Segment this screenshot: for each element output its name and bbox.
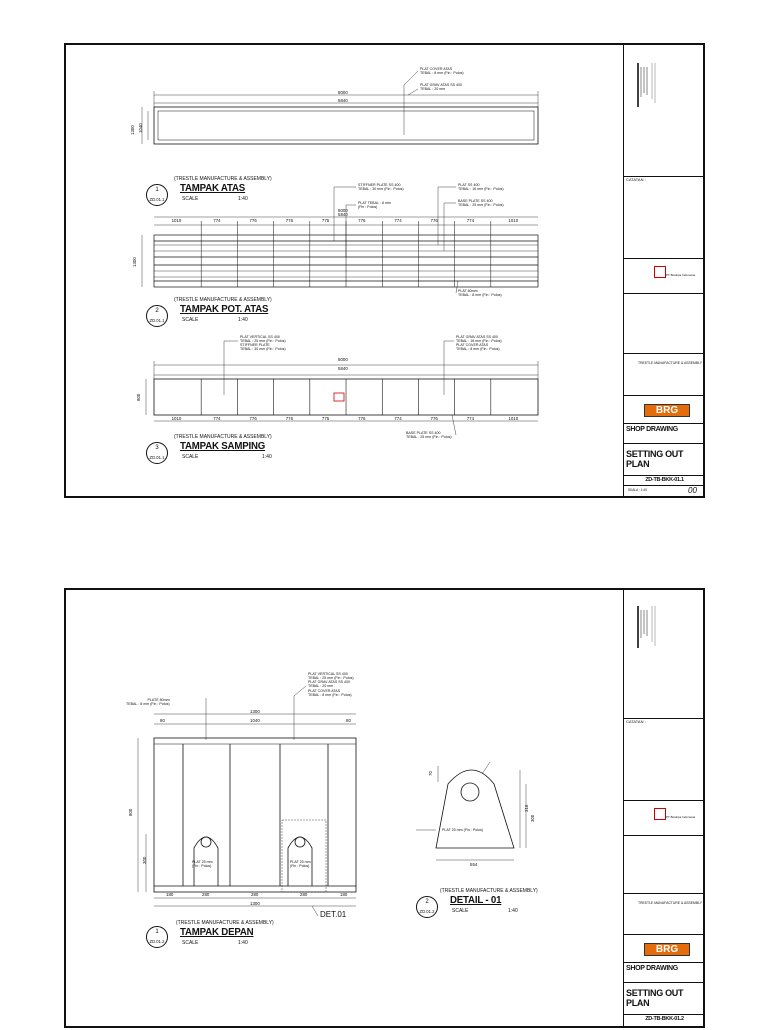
tb2-brand-row bbox=[624, 934, 705, 962]
v3-subtitle: (TRESTLE MANUFACTURE & ASSEMBLY) bbox=[174, 434, 272, 440]
v3-spacing-label-9: 1010 bbox=[508, 416, 519, 421]
v2-spacing-label-6: 774 bbox=[394, 218, 402, 223]
v3-title: TAMPAK SAMPING bbox=[180, 440, 266, 452]
tb1-catatan: CATATAN : bbox=[624, 176, 705, 258]
v1-scale-label: SCALE bbox=[182, 196, 199, 202]
s2v2-dim-554: 554 bbox=[470, 862, 478, 867]
brg-logo: BRG bbox=[644, 404, 690, 417]
s2v1-dim-b4: 180 bbox=[340, 892, 348, 897]
v3-spacing-label-1: 774 bbox=[213, 416, 221, 421]
v2-callout-plat8: PLAT TEBAL : 8 mm (Fin : Polos) bbox=[358, 201, 391, 210]
sheet-2-leaders bbox=[206, 686, 436, 830]
s2v1-scale-label: SCALE bbox=[182, 940, 199, 946]
tb1-project-row bbox=[624, 353, 705, 373]
s2v1-title: TAMPAK DEPAN bbox=[180, 926, 254, 938]
v2-spacing-label-4: 775 bbox=[321, 218, 330, 223]
company-logo-icon bbox=[654, 808, 666, 820]
tampak-samping-divisions bbox=[201, 379, 491, 415]
s2v1-dim-800: 800 bbox=[128, 808, 133, 816]
v2-scale-value: 1:40 bbox=[238, 317, 248, 323]
v2-view-ref: ZD.01.1 bbox=[149, 318, 165, 323]
s2v1-callout-plat25-a: PLAT 25 mm (Fin : Polos) bbox=[192, 860, 213, 869]
s2v1-dim-btotal: 1300 bbox=[250, 901, 260, 906]
tb1-rev: 00 bbox=[688, 486, 697, 495]
v1-view-ref: ZD.01.1 bbox=[149, 197, 165, 202]
s2v2-subtitle: (TRESTLE MANUFACTURE & ASSEMBLY) bbox=[440, 888, 538, 894]
v2-spacing-label-3: 776 bbox=[285, 218, 294, 223]
s2v1-dim-b3: 280 bbox=[300, 892, 308, 897]
tb1-company: PT Boskipa Indonesia bbox=[666, 273, 696, 277]
v3-view-marker bbox=[146, 442, 168, 464]
tb2-drawing-title: SETTING OUT PLAN bbox=[624, 982, 705, 1010]
tb2-owner-row bbox=[624, 800, 705, 835]
tb1-scale-row bbox=[624, 485, 705, 496]
v1-view-number: 1 bbox=[155, 187, 159, 193]
tb2-company: PT Boskipa Indonesia bbox=[666, 815, 696, 819]
s2v1-callout-plate80: PLATE 80mm TEBAL : 8 mm (Fin : Polos) bbox=[126, 698, 170, 707]
tb2-drawing-no: ZD-TB-BKK-01.2 bbox=[624, 1014, 705, 1024]
v2-spacing-label-2: 776 bbox=[249, 218, 257, 223]
s2v1-dim-80-left: 80 bbox=[160, 718, 165, 723]
v3-callout-grav: PLAT GRAV ATAS SS 400 TEBAL : 16 mm (Fin : Polos) PLAT COVER ATAS TEBAL : 8 mm (Fin : Polos) bbox=[456, 335, 502, 352]
s2v2-view-ref: ZD.01.2 bbox=[419, 909, 435, 914]
s2v1-dim-b1: 280 bbox=[202, 892, 210, 897]
v3-scale-label: SCALE bbox=[182, 454, 199, 460]
v1-callout-grav: PLAT GRAV ATAS SS 400 TEBAL : 20 mm bbox=[420, 83, 463, 92]
v3-callout-baseplate: BASE PLATE SS 400 TEBAL : 25 mm (Fin : Polos) bbox=[406, 431, 452, 440]
v2-subtitle: (TRESTLE MANUFACTURE & ASSEMBLY) bbox=[174, 297, 272, 303]
s2v1-dim-1040: 1040 bbox=[250, 718, 260, 723]
s2v2-scale-label: SCALE bbox=[452, 908, 469, 914]
s2v2-dim-70: 70 bbox=[428, 771, 433, 776]
s2v2-view-marker bbox=[416, 896, 438, 918]
brg-logo: BRG bbox=[644, 943, 690, 956]
s2v1-callout-plat25-b: PLAT 25 mm (Fin : Polos) bbox=[290, 860, 311, 869]
v2-view-number: 2 bbox=[155, 308, 159, 314]
v2-callout-stiffner: STIFFNER PLATE SS 400 TEBAL : 30 mm (Fin : Polos) bbox=[358, 183, 404, 192]
sheet-1-linework bbox=[66, 45, 707, 500]
company-logo-icon bbox=[654, 266, 666, 278]
tb2-doc-type: SHOP DRAWING bbox=[624, 962, 705, 976]
v2-dim-1300: 1300 bbox=[132, 257, 137, 267]
s2v1-detail-tag: DET.01 bbox=[320, 910, 347, 919]
v3-view-number: 3 bbox=[155, 445, 159, 451]
s2v1-dim-1300: 1300 bbox=[250, 709, 260, 714]
drawing-sheet-2 bbox=[64, 588, 705, 1028]
s2v2-view-number: 2 bbox=[425, 899, 429, 905]
tb1-drawing-no: ZD-TB-BKK-01.1 bbox=[624, 475, 705, 485]
v3-spacing-label-5: 776 bbox=[358, 416, 366, 421]
v2-title: TAMPAK POT. ATAS bbox=[180, 303, 269, 315]
v3-dim-800: 800 bbox=[136, 393, 141, 401]
s2v1-dim-b0: 180 bbox=[166, 892, 174, 897]
v1-dim-1040: 1040 bbox=[138, 123, 143, 133]
v2-spacing-label-9: 1010 bbox=[508, 218, 519, 223]
s2v2-callout: PLAT 25 mm (Fin : Polos) bbox=[442, 828, 484, 832]
s2v1-view-marker bbox=[146, 926, 168, 948]
titleblock-2 bbox=[623, 590, 705, 1026]
v1-dim-1300: 1300 bbox=[130, 125, 135, 135]
s2v2-scale-value: 1:40 bbox=[508, 908, 518, 914]
s2v1-dim-300: 300 bbox=[142, 856, 147, 864]
s2v1-dim-b2: 280 bbox=[251, 892, 259, 897]
s2v1-callout-vertical: PLAT VERTICAL SS 400 TEBAL : 25 mm (Fin : Polos) PLAT GRAV ATAS SS 400 TEBAL : 20 mm PLAT COVER ATAS TEBAL : 8 mm (Fin : Polos) bbox=[308, 672, 354, 697]
s2v1-scale-value: 1:40 bbox=[238, 940, 248, 946]
s2v1-view-ref: ZD.01.2 bbox=[149, 939, 165, 944]
tb1-drawing-title: SETTING OUT PLAN bbox=[624, 443, 705, 471]
s2v1-dim-80-right: 80 bbox=[346, 718, 351, 723]
v3-spacing-label-0: 1010 bbox=[171, 416, 182, 421]
s2v1-view-number: 1 bbox=[155, 929, 159, 935]
v2-spacing-label-0: 1010 bbox=[171, 218, 182, 223]
v1-dim-5840: 5840 bbox=[338, 98, 348, 103]
tb2-contractor-row bbox=[624, 835, 705, 893]
tb1-brand-row bbox=[624, 395, 705, 423]
v2-callout-plat16: PLAT SS 400 TEBAL : 16 mm (Fin : Polos) bbox=[458, 183, 504, 192]
v3-spacing-label-8: 774 bbox=[466, 416, 475, 421]
tampak-atas-drawing bbox=[142, 71, 538, 144]
tb2-catatan: CATATAN : bbox=[624, 718, 705, 800]
v3-callout-vertical: PLAT VERTICAL SS 400 TEBAL : 25 mm (Fin : Polos) STIFFNER PLATE TEBAL : 30 mm (Fin : Polos) bbox=[240, 335, 286, 352]
s2v2-dim-300: 300 bbox=[530, 814, 535, 822]
s2v1-subtitle: (TRESTLE MANUFACTURE & ASSEMBLY) bbox=[176, 920, 274, 926]
v1-callout-cover: PLAT COVER ATAS TEBAL : 8 mm (Fin : Polos) bbox=[420, 67, 464, 76]
sheet-2-linework bbox=[66, 590, 707, 1030]
v1-dim-8000: 8000 bbox=[338, 90, 348, 95]
v2-callout-plat80: PLAT 80mm TEBAL : 8 mm (Fin : Polos) bbox=[458, 289, 502, 298]
s2v2-dim-316: 316 bbox=[524, 804, 529, 812]
v3-dim-8000: 8000 bbox=[338, 357, 348, 362]
v3-dim-5840: 5840 bbox=[338, 366, 348, 371]
tb2-project-row bbox=[624, 893, 705, 913]
titleblock-1 bbox=[623, 45, 705, 496]
v2-dim-8000: 8000 bbox=[338, 208, 348, 213]
v3-spacing-label-6: 774 bbox=[394, 416, 402, 421]
tb1-project: TRESTLE MANUFACTURE & ASSEMBLY bbox=[638, 361, 702, 365]
v3-view-ref: ZD.01.1 bbox=[149, 455, 165, 460]
v2-spacing-label-8: 774 bbox=[466, 218, 475, 223]
tb2-project: TRESTLE MANUFACTURE & ASSEMBLY bbox=[638, 901, 702, 905]
v2-spacing-label-7: 776 bbox=[430, 218, 438, 223]
tb1-contractor-row bbox=[624, 293, 705, 353]
v2-spacing-label-1: 774 bbox=[213, 218, 221, 223]
v2-scale-label: SCALE bbox=[182, 317, 199, 323]
v3-scale-value: 1:40 bbox=[262, 454, 272, 460]
v1-scale-value: 1:40 bbox=[238, 196, 248, 202]
v3-spacing-label-3: 776 bbox=[285, 416, 294, 421]
tampak-depan-drawing bbox=[138, 714, 356, 916]
drawing-sheet-1 bbox=[64, 43, 705, 498]
s2v2-title: DETAIL - 01 bbox=[450, 894, 502, 906]
v3-spacing-label-2: 776 bbox=[249, 416, 257, 421]
tb1-owner-row bbox=[624, 258, 705, 293]
v2-callout-baseplate: BASE PLATE SS 400 TEBAL : 25 mm (Fin : Polos) bbox=[458, 199, 504, 208]
v2-spacing-label-5: 776 bbox=[358, 218, 366, 223]
v3-spacing-label-4: 775 bbox=[321, 416, 330, 421]
v1-view-marker bbox=[146, 184, 168, 206]
v2-view-marker bbox=[146, 305, 168, 327]
tb1-doc-type: SHOP DRAWING bbox=[624, 423, 705, 437]
v2-dim-5840: 5840 bbox=[338, 212, 348, 217]
v1-title: TAMPAK ATAS bbox=[180, 182, 246, 194]
v1-subtitle: (TRESTLE MANUFACTURE & ASSEMBLY) bbox=[174, 176, 272, 182]
v3-spacing-label-7: 776 bbox=[430, 416, 438, 421]
detail-01-drawing bbox=[436, 762, 526, 860]
tb1-scale: SKALA : 1:40 bbox=[628, 488, 647, 492]
